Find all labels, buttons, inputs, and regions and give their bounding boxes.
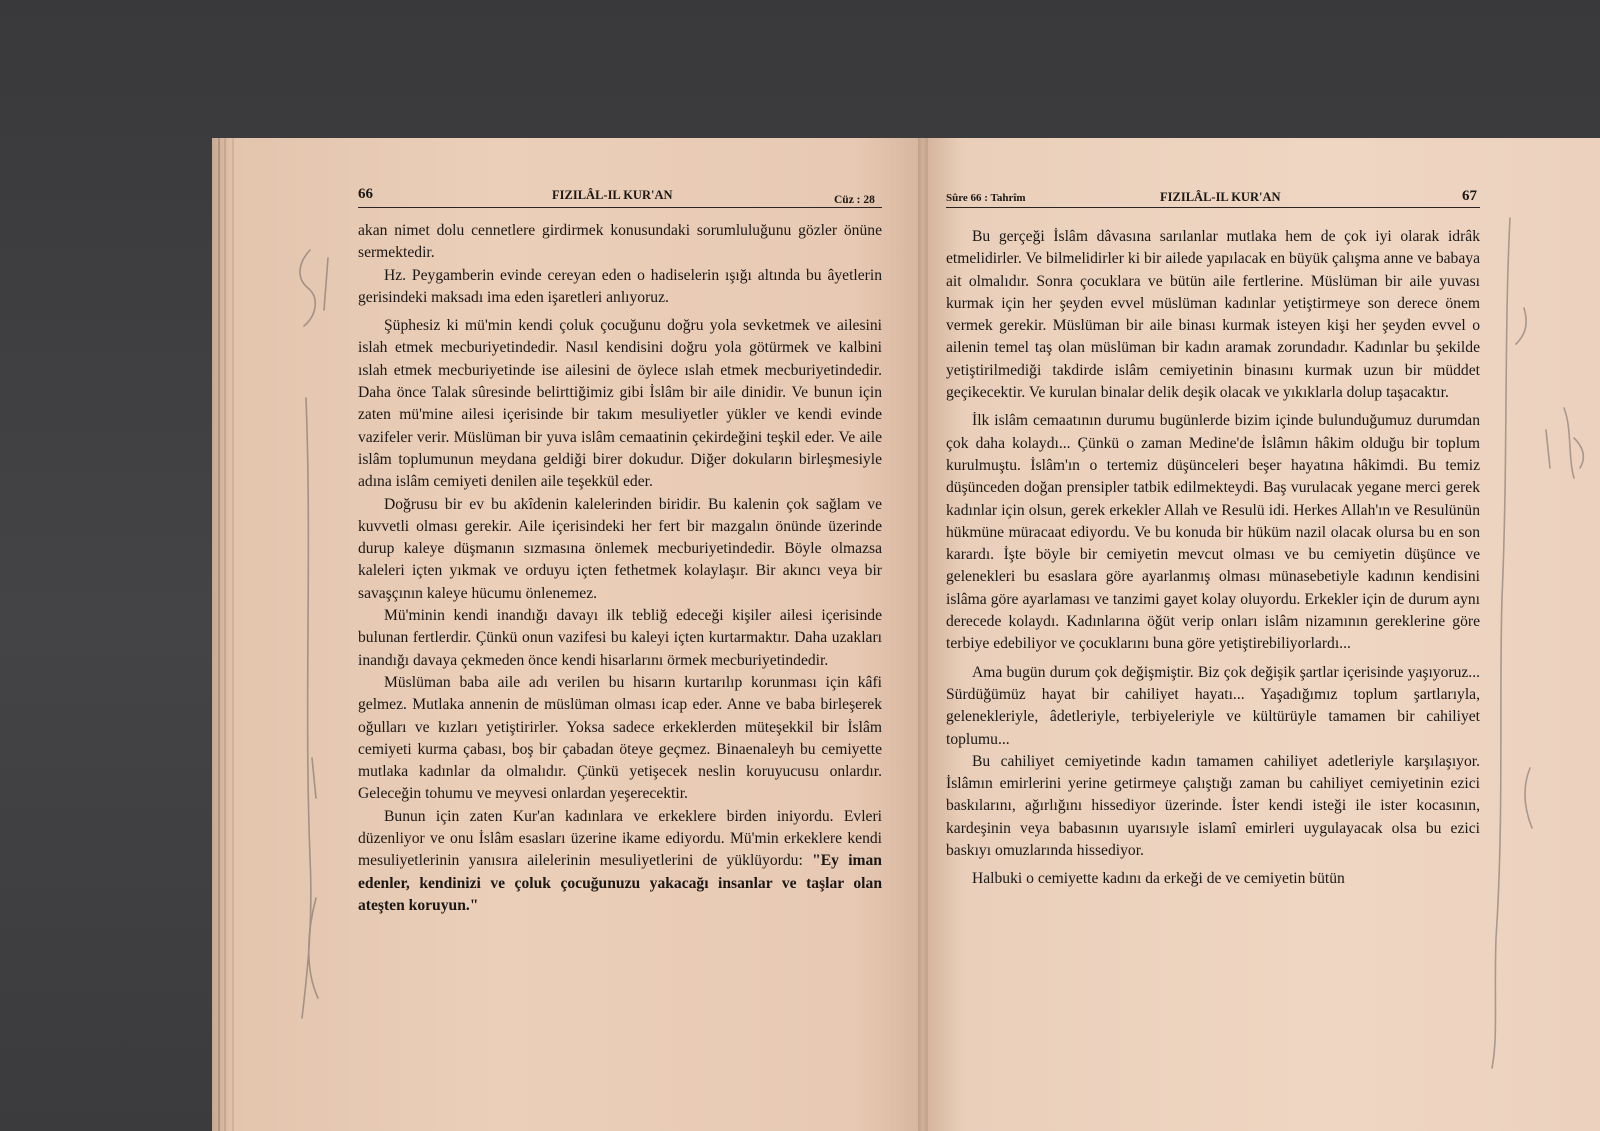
paragraph: akan nimet dolu cennetlere girdirmek konusundaki sorumluluğunu gözler önüne sermektedir. [358,222,882,262]
page-edge [218,138,220,1131]
running-title: FIZILÂL-IL KUR'AN [552,188,673,202]
quran-verse-quote: "Ey iman edenler, kendinizi ve çoluk çocuğunuzu yakacağı insanlar ve taşlar olan ateşten koruyun." [358,852,882,914]
paragraph: Bu gerçeği İslâm dâvasına sarılanlar mutlaka hem de çok iyi olarak idrâk etmelidirler. Ve bilmelidirler ki bir ailede yapılacak en büyük çalışma anne ve babaya ait olmalıdır. Sonra çocuklara ve bütün aile fertlerine. Müslüman bir aile yuvası kurmak için her şeyden evvel müslüman kadınlar yetiştirmeye son derece önem vermek gerekir. Müslüman bir aile binası kurmak isteyen kişi her şeyden evvel o ailenin temel taş olan müslüman bir kadın aramak zorundadır. Kadınlar bu şekilde yetiştirilmediği takdirde islâm cemiyetinin binasını kurmak uzun bir müddet geçikecektir. Ve kurulan binalar delik deşik olacak ve yıkıklarla dolup taşacaktır. [946,228,1480,402]
header-rule [358,207,882,208]
paragraph-text: Bunun için zaten Kur'an kadınlara ve erkeklere birden iniyordu. Evleri düzenliyor ve onu İslâm esasları üzerine ikame ediyordu. Mü'min erkeklere kendi mesuliyetlerinin yanısıra ailelerinin mesuliyetlerini de yüklüyordu: [358,807,882,870]
page-number: 66 [358,186,373,202]
open-book [212,138,1600,1131]
paragraph: Müslüman baba aile adı verilen bu hisarın kurtarılıp korunması için kâfi gelmez. Mutlaka annenin de müslüman olması icap eder. Anne ve baba birleşerek oğulları ve kızları yetiştirirler. Yoksa sadece erkeklerden müteşekkil bir İslâm cemiyeti kurma çabası, boş bir çabadan öteye geçmez. Binaenaleyh bu cemiyette mutlaka kadınlar da olmalıdır. Çünkü yetişecek neslin koruyucusu onlardır. Geleceğin tohumu ve meyvesi onlardan yeşerecektir. [358,673,882,803]
surah-marker: Sûre 66 : Tahrîm [946,192,1026,204]
paragraph: Mü'minin kendi inandığı davayı ilk tebliğ edeceği kişiler ailesi içerisinde bulunan fertlerdir. Çünkü onun vazifesi bu kaleyi içten kurtarmaktır. Daha uzakları inandığı davaya çekmeden önce kendi hisarlarını örmek mecburiyetindedir. [358,607,882,669]
paragraph: Bu cahiliyet cemiyetinde kadın tamamen cahiliyet adetleriyle karşılaşıyor. İslâmın emirlerini yerine getirmeye çalıştığı zaman bu cahiliyet cemiyetinin ezici baskılarını, ağırlığını hissediyor üzerinde. İster kendi isteği ile ister kocasının, kardeşinin veya babasının uyarısıyle islamî emirleri uygulayacak olsa bu ezici baskıyı omuzlarında hissediyor. [946,752,1480,860]
running-title: FIZILÂL-IL KUR'AN [1160,190,1281,204]
right-page-text [946,226,1480,891]
paragraph: Ama bugün durum çok değişmiştir. Biz çok değişik şartlar içerisinde yaşıyoruz... Sürdüğümüz hayat bir cahiliyet hayatı... Yaşadığımız toplum şartlarıyla, gelenekleriyle, âdetleriyle, terbiyeleriyle ve kültürüyle tamamen bir cahiliyet toplumu... [946,663,1480,748]
paragraph: Halbuki o cemiyette kadını da erkeği de ve cemiyetin bütün [972,870,1345,888]
paragraph: İlk islâm cemaatının durumu bugünlerde bizim içinde bulunduğumuz durumdan çok daha kolaydı... Çünkü o zaman Medine'de İslâmın hâkim olduğu bir toplum kurulmuştu. İslâm'ın o tertemiz düşünceleri beşer hayatına hâkimdi. Bu temiz düşünceden doğan prensipler tatbik edilmekteydi. Baş vurulacak yegane merci gerek kadınlar için olsun, gerek erkekler Allah ve Resulü idi. Herkes Allah'ın ve Resulünün hükmüne müracaat ediyordu. Ve bu konuda bir hüküm nazil olacak olursa bu en son karardı. İşte böyle bir cemiyetin mevcut olması ve bu cemiyetin düşünce ve gelenekleri bu esaslara göre ayarlanmış olması münasebetiyle kadının kendisini islâma göre ayarlaması ve tanzimi gayet kolay oluyordu. Erkekler için de durum aynı derecede kolaydı. Kadınlarına öğüt verip onları islâm nizamının gereklerine göre terbiye edebiliyor ve çocuklarını buna göre yetiştirebiliyorlardı... [946,412,1480,653]
page-edge [232,138,234,1131]
paragraph: Hz. Peygamberin evinde cereyan eden o hadiselerin ışığı altında bu âyetlerin gerisindeki maksadı ima eden işaretleri anlıyoruz. [358,266,882,306]
book-gutter [918,138,928,1131]
right-page [924,138,1600,1131]
page-number: 67 [1462,188,1477,204]
left-page-text [358,220,882,917]
juz-marker: Cüz : 28 [834,194,875,206]
paragraph: Doğrusu bir ev bu akîdenin kalelerinden biridir. Bu kalenin çok sağlam ve kuvvetli olması gerekir. Aile içerisindeki her fert bir mazgalın önünde üzerinde durup kaleye düşmanın sızmasına önlemek mecburiyetindedir. Böyle olmazsa kaleleri içten yıkmak ve orduyu içten fethetmek kolaylaşır. Bir akıncı veya bir savaşçının kaleye hücumu önlenemez. [358,495,882,602]
paragraph-with-quote [358,806,882,917]
page-edge [224,138,226,1131]
header-rule [946,207,1480,208]
paragraph: Şüphesiz ki mü'min kendi çoluk çocuğunu doğru yola sevketmek ve ailesini islah etmek mecburiyetindedir. Nasıl kendisini doğru yola götürmek ve kalbini ıslah etmek mecburiyetinde ise ailesini de öylece ıslah etmek mecburiyetindedir. Daha önce Talak sûresinde belirttiğimiz gibi İslâm bir aile dinidir. Ve bunun için zaten mü'mine ailesi içerisinde bir takım mesuliyetler yükler ve kendi evinde vazifeler verir. Müslüman bir yuva islâm cemaatinin çekirdeğini teşkil eder. Ve aile islâm toplumunun meydana geldiği birer dokudur. Diğer dokuların birleşmesiyle adına islâm cemiyeti denilen aile teşekkül eder. [358,317,882,491]
left-page [212,138,924,1131]
